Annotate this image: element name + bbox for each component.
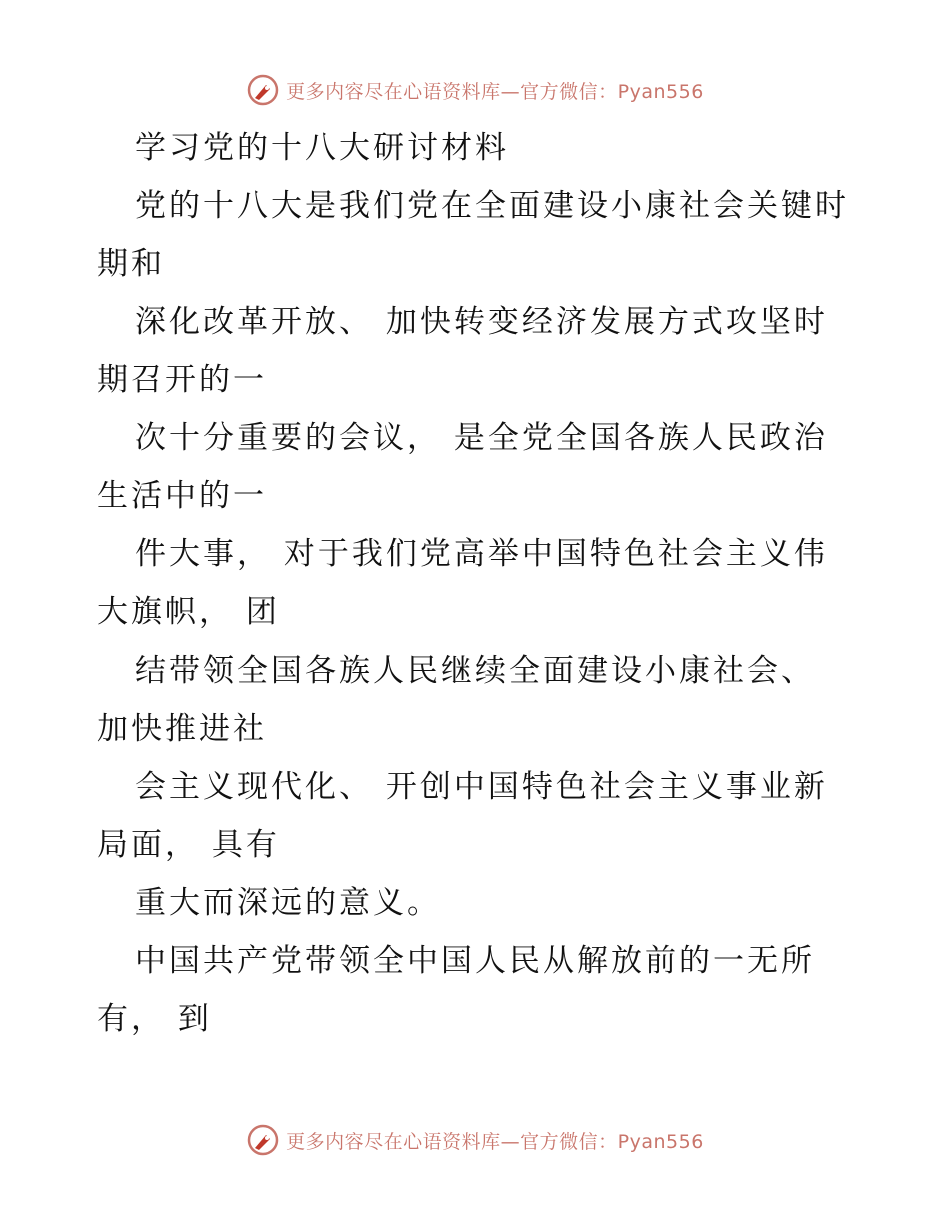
text-line: 重大而深远的意义。 <box>135 885 441 921</box>
text-line: 大旗帜， 团 <box>97 594 280 630</box>
text-line: 加快推进社 <box>97 711 267 747</box>
header-watermark-text: 更多内容尽在心语资料库—官方微信：Pyan556 <box>286 80 704 103</box>
text-line: 有， 到 <box>97 1001 212 1037</box>
text-line: 期和 <box>97 246 165 282</box>
text-line: 党的十八大是我们党在全面建设小康社会关键时 <box>135 188 849 224</box>
text-line: 深化改革开放、 加快转变经济发展方式攻坚时 <box>135 304 828 340</box>
pen-nib-circle-logo-icon <box>246 1123 280 1157</box>
footer-watermark <box>0 1120 950 1160</box>
text-line: 期召开的一 <box>97 362 267 398</box>
text-line: 次十分重要的会议， 是全党全国各族人民政治 <box>135 420 828 456</box>
text-line: 结带领全国各族人民继续全面建设小康社会、 <box>135 653 815 689</box>
text-line: 会主义现代化、 开创中国特色社会主义事业新 <box>135 769 828 805</box>
text-line: 中国共产党带领全中国人民从解放前的一无所 <box>135 943 815 979</box>
text-line: 件大事， 对于我们党高举中国特色社会主义伟 <box>135 536 828 572</box>
footer-watermark-text: 更多内容尽在心语资料库—官方微信：Pyan556 <box>286 1130 704 1153</box>
text-line: 局面， 具有 <box>97 827 280 863</box>
text-line: 生活中的一 <box>97 478 267 514</box>
document-title: 学习党的十八大研讨材料 <box>135 130 509 166</box>
